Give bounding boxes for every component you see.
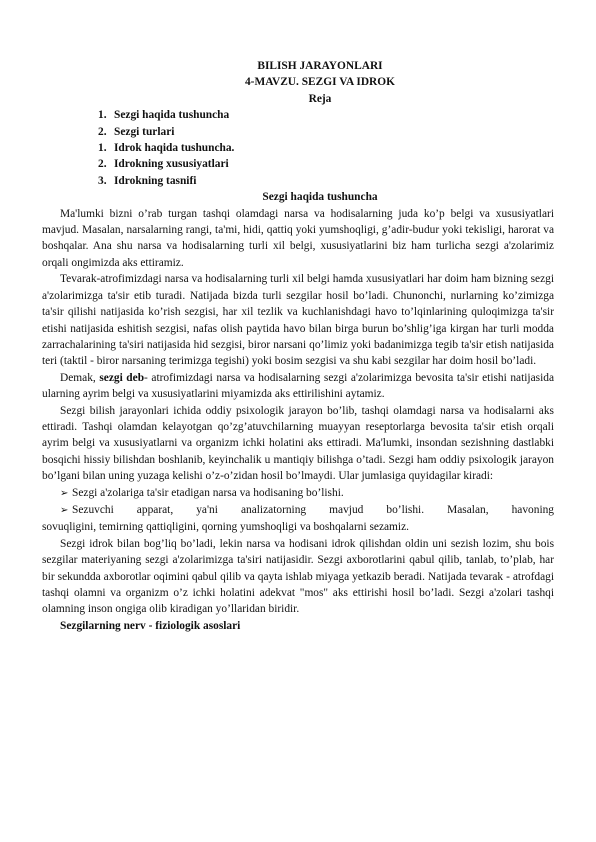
section-title: Sezgilarning nerv - fiziologik asoslari	[60, 619, 241, 632]
plan-item-number: 1.	[98, 142, 107, 155]
definition-term: sezgi deb	[99, 371, 145, 384]
page-heading-2: 4-MAVZU. SEZGI VA IDROK	[244, 76, 395, 89]
paragraph-text: - atrofimizdagi narsa va hodisalarning sezgi a'zolarimizga bevosita ta'sir etishi natijasida ularning ayrim belgi va xususiyatlarini miyamizda aks ettirilishini aytamiz.	[42, 371, 555, 401]
plan-item	[98, 124, 554, 140]
plan-item-text: Idrok haqida tushuncha.	[114, 142, 235, 155]
paragraph: Ma'lumki bizni o’rab turgan tashqi olamdagi narsa va hodisalarning juda ko’p belgi va xususiyatlari mavjud. Masalan, narsalarning rangi, ta'mi, hidi, qattiq yoki yumshoqligi, g’adir-budur yoki tekisligi, harorat va boshqalar. Ana shu narsa va hodisalarning turli xil belgi, xususiyatlarini biz ham turlicha sezgi a'zolarimiz orqali ongimizda aks ettiramiz.	[42, 207, 554, 269]
page-heading-1: BILISH JARAYONLARI	[257, 60, 383, 72]
plan-item-number: 2.	[98, 125, 107, 138]
bullet-text: Sezgi a'zolariga ta'sir etadigan narsa va hodisaning bo’lishi.	[72, 486, 344, 499]
plan-item-number: 1.	[98, 109, 107, 122]
bullet-item	[42, 485, 554, 502]
plan-item	[98, 156, 554, 172]
section-title: Sezgi haqida tushuncha	[262, 191, 378, 204]
plan-item	[98, 107, 554, 123]
plan-item-text: Idrokning tasnifi	[114, 174, 197, 187]
arrow-bullet-icon: ➢	[60, 487, 69, 499]
plan-item-number: 2.	[98, 158, 107, 171]
plan-item-text: Idrokning xususiyatlari	[114, 158, 229, 171]
paragraph: Sezgi idrok bilan bog’liq bo’ladi, lekin narsa va hodisani idrok qilishdan oldin uni sezish lozim, shu bois sezgilar materiyaning sezgi a'zolarimizga ta'siri natijasidir. Sezgi axborotlarini qabul qilib, tanlab, to’plab, har bir sekundda axborotlar oqimini qabul qilib va qayta ishlab miyaga yetkazib beradi. Natijada tevarak - atrofdagi tashqi olamni va organizm o’z ichki holatini adekvat "mos" aks ettirishi hosil bo’ladi. Sezgi a'zolari tashqi olamning inson ongiga olib kiradigan yo’llaridan biridir.	[42, 537, 554, 616]
paragraph: Sezgi bilish jarayonlari ichida oddiy psixologik jarayon bo’lib, tashqi olamdagi narsa va hodisalarni aks ettiradi. Tashqi olamdan kelayotgan qo’zg’atuvchilarning muayyan reseptorlarga bevosita ta'sir etish orqali ayrim belgi va xususiyatlarni va organizm ichki holatini aks ettiradi. Ma'lumki, insondan sezishning dastlabki bosqichi hissiy bilishdan boshlanib, keyinchalik u mantiqiy bilishga o’tadi. Sezgi ham oddiy psixologik jarayon bo’lgani bilan uning yuzaga kelishi o’z-o’zidan hosil bo’lmaydi. Ular jumlasiga quyidagilar kiradi:	[42, 404, 554, 483]
plan-item-text: Sezgi turlari	[114, 125, 175, 138]
paragraph: Tevarak-atrofimizdagi narsa va hodisalarning turli xil belgi hamda xususiyatlari har doim ham bizning sezgi a'zolarimizga ta'sir etib turadi. Natijada bizda turli sezgilar hosil bo’ladi. Chunonchi, nurlarning ko’zimizga ta'sir qilishi natijasida ko’rish sezgisi, har xil tezlik va kuchlanishdagi havo to’lqinlarining quloqimizga ta'sir etishi natijasida eshitish sezgisi, nafas olish paytida havo bilan birga burun bo’shlig’iga kirgan har turli modda zarrachalarining ta'siri natijasida hid sezgisi, biror narsani qo’limiz yoki badanimizga tegib ta'sir etish natijasida teri (taktil - biror narsaning terimizga tegishi) yoki bosim sezgisi va shu kabi sezgilar har doim hosil bo’ladi.	[42, 273, 554, 368]
arrow-bullet-icon: ➢	[60, 504, 69, 516]
plan-list	[86, 107, 554, 189]
paragraph-text: Demak,	[60, 371, 100, 384]
plan-item-number: 3.	[98, 174, 107, 187]
paragraph	[42, 370, 554, 403]
plan-item	[98, 140, 554, 156]
plan-heading: Reja	[308, 92, 332, 105]
bullet-item	[42, 502, 554, 519]
body-text	[42, 206, 554, 635]
plan-item	[98, 173, 554, 189]
bullet-continuation: sovuqligini, temirning qattiqligini, qorning yumshoqligi va boshqalarni sezamiz.	[42, 521, 409, 534]
plan-item-text: Sezgi haqida tushuncha	[114, 109, 230, 122]
bullet-text: Sezuvchi apparat, ya'ni analizatorning mavjud bo’lishi. Masalan, havoning	[72, 503, 554, 516]
